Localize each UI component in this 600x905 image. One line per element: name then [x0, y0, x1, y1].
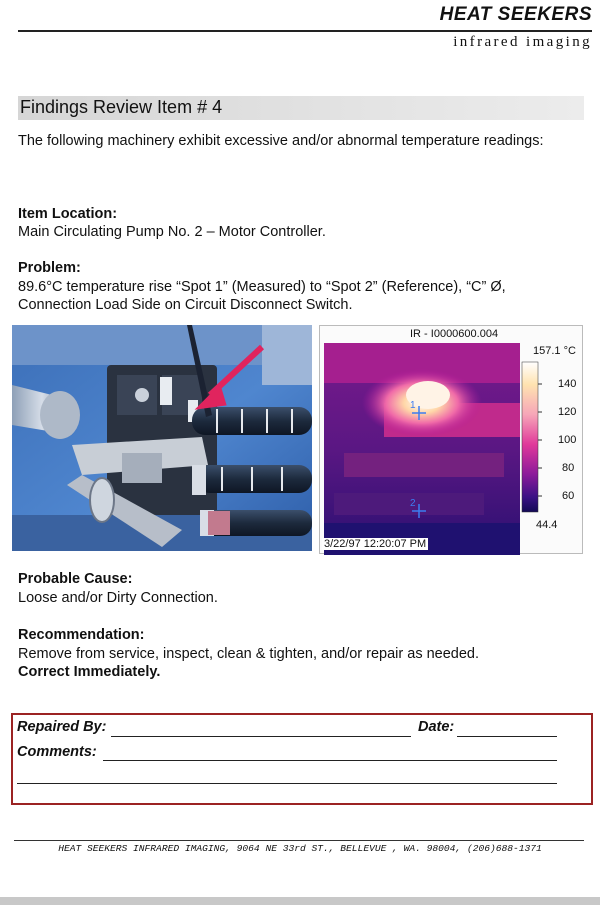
comments-field-line-1[interactable]	[103, 760, 557, 761]
footer-rule	[14, 840, 584, 841]
location-label: Item Location:	[18, 206, 118, 222]
scan-edge	[0, 897, 600, 905]
recommendation-value: Remove from service, inspect, clean & tighten, and/or repair as needed.	[18, 646, 480, 662]
scale-tick-80: 80	[562, 462, 575, 474]
scale-max-label: 157.1 °C	[533, 345, 576, 357]
thermogram-image	[324, 343, 520, 555]
location-value: Main Circulating Pump No. 2 – Motor Controller.	[18, 224, 326, 240]
scale-tick-60: 60	[562, 490, 575, 502]
thermogram-file-id: IR - I0000600.004	[410, 328, 499, 340]
repaired-by-field[interactable]	[111, 736, 411, 737]
scale-min-label: 44.4	[536, 519, 558, 531]
spot-2-label: 2	[410, 498, 416, 509]
problem-line-1: 89.6°C temperature rise “Spot 1” (Measured) to “Spot 2” (Reference), “C” Ø,	[18, 279, 506, 295]
footer-contact: HEAT SEEKERS INFRARED IMAGING, 9064 NE 33rd ST., BELLEVUE , WA. 98004, (206)688-1371	[58, 843, 542, 854]
scale-tick-120: 120	[558, 406, 577, 418]
thermogram-timestamp: 3/22/97 12:20:07 PM	[324, 538, 427, 550]
cause-label: Probable Cause:	[18, 571, 133, 587]
recommendation-label: Recommendation:	[18, 627, 145, 643]
brand-tagline: infrared imaging	[453, 34, 592, 50]
scale-tick-140: 140	[558, 378, 577, 390]
header-rule	[18, 30, 592, 32]
brand-header	[440, 4, 592, 26]
page-title: Findings Review Item # 4	[20, 97, 223, 117]
comments-label: Comments:	[17, 744, 97, 760]
intro-text: The following machinery exhibit excessive and/or abnormal temperature readings:	[18, 133, 544, 149]
recommendation-emphasis: Correct Immediately.	[18, 664, 161, 680]
equipment-photo	[12, 325, 312, 551]
date-field[interactable]	[457, 736, 557, 737]
spot-1-label: 1	[410, 400, 416, 411]
comments-field-line-2[interactable]	[17, 783, 557, 784]
repaired-by-label: Repaired By:	[17, 719, 107, 735]
findings-title-band	[18, 96, 584, 120]
scale-tick-100: 100	[558, 434, 577, 446]
cause-value: Loose and/or Dirty Connection.	[18, 590, 218, 606]
thermogram-panel	[319, 325, 583, 554]
brand-name: HEAT SEEKERS	[439, 4, 592, 25]
repair-form	[11, 713, 593, 805]
date-label: Date:	[418, 719, 455, 735]
problem-line-2: Connection Load Side on Circuit Disconnect Switch.	[18, 297, 353, 313]
problem-label: Problem:	[18, 260, 81, 276]
